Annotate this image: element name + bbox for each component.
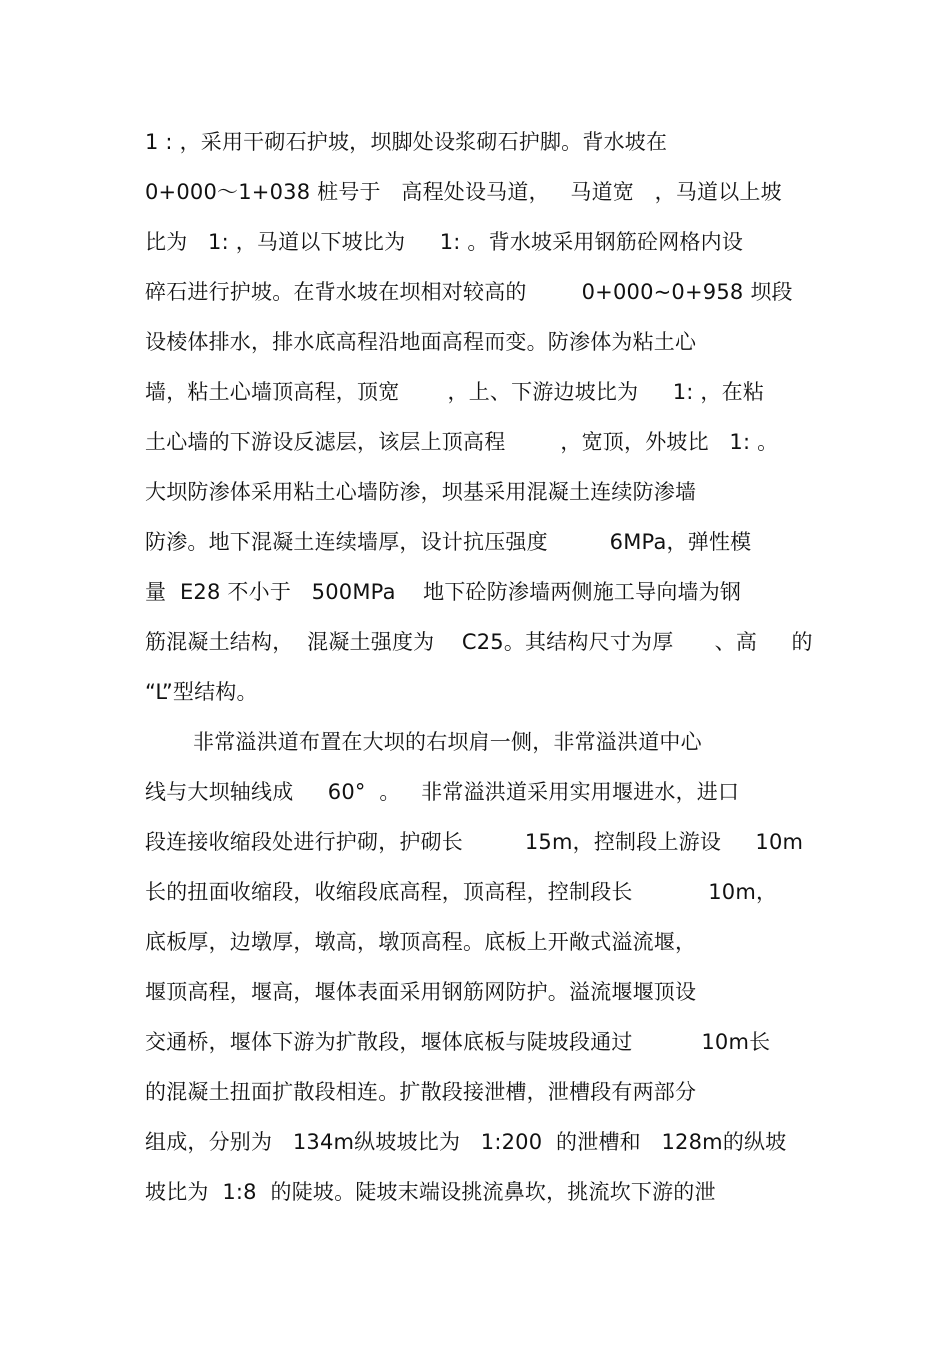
text-line-6: 墙，粘土心墙顶高程，顶宽 ，上、下游边坡比为 1: ，在粘 [145, 380, 765, 404]
text-line-17: 底板厚，边墩厚，墩高，墩顶高程。底板上开敞式溢流堰， [145, 930, 697, 954]
text-line-15: 段连接收缩段处进行护砌，护砌长 15m，控制段上游设 10m [145, 830, 804, 854]
paragraph-start-line: 非常溢洪道布置在大坝的右坝肩一侧，非常溢洪道中心 [193, 730, 702, 754]
text-line-16: 长的扭面收缩段，收缩段底高程，顶高程，控制段长 10m， [145, 880, 778, 904]
text-line-9: 防渗。地下混凝土连续墙厚，设计抗压强度 6MPa，弹性模 [145, 530, 752, 554]
text-line-20: 的混凝土扭面扩散段相连。扩散段接泄槽，泄槽段有两部分 [145, 1080, 697, 1104]
text-line-3: 比为 1: ，马道以下坡比为 1: 。背水坡采用钢筋砼网格内设 [145, 230, 744, 254]
text-line-18: 堰顶高程，堰高，堰体表面采用钢筋网防护。溢流堰堰顶设 [145, 980, 697, 1004]
text-line-19: 交通桥，堰体下游为扩散段，堰体底板与陡坡段通过 10m长 [145, 1030, 771, 1054]
text-line-1: 1 : ，采用干砌石护坡，坝脚处设浆砌石护脚。背水坡在 [145, 130, 668, 154]
text-line-11: 筋混凝土结构， 混凝土强度为 C25。其结构尺寸为厚 、高 的 [145, 630, 813, 654]
text-line-10: 量 E28 不小于 500MPa 地下砼防渗墙两侧施工导向墙为钢 [145, 580, 742, 604]
text-line-14: 线与大坝轴线成 60° 。 非常溢洪道采用实用堰进水，进口 [145, 780, 740, 804]
text-line-7: 土心墙的下游设反滤层，该层上顶高程 ，宽顶，外坡比 1: 。 [145, 430, 779, 454]
text-line-12: “L”型结构。 [145, 680, 258, 704]
text-line-4: 碎石进行护坡。在背水坡在坝相对较高的 0+000~0+958 坝段 [145, 280, 793, 304]
text-line-2: 0+000～1+038 桩号于 高程处设马道， 马道宽 ，马道以上坡 [145, 180, 782, 204]
text-line-5: 设棱体排水，排水底高程沿地面高程而变。防渗体为粘土心 [145, 330, 697, 354]
text-line-21: 组成，分别为 134m纵坡坡比为 1:200 的泄槽和 128m的纵坡 [145, 1130, 787, 1154]
text-line-8: 大坝防渗体采用粘土心墙防渗，坝基采用混凝土连续防渗墙 [145, 480, 697, 504]
text-line-22: 坡比为 1:8 的陡坡。陡坡末端设挑流鼻坎，挑流坎下游的泄 [145, 1180, 716, 1204]
